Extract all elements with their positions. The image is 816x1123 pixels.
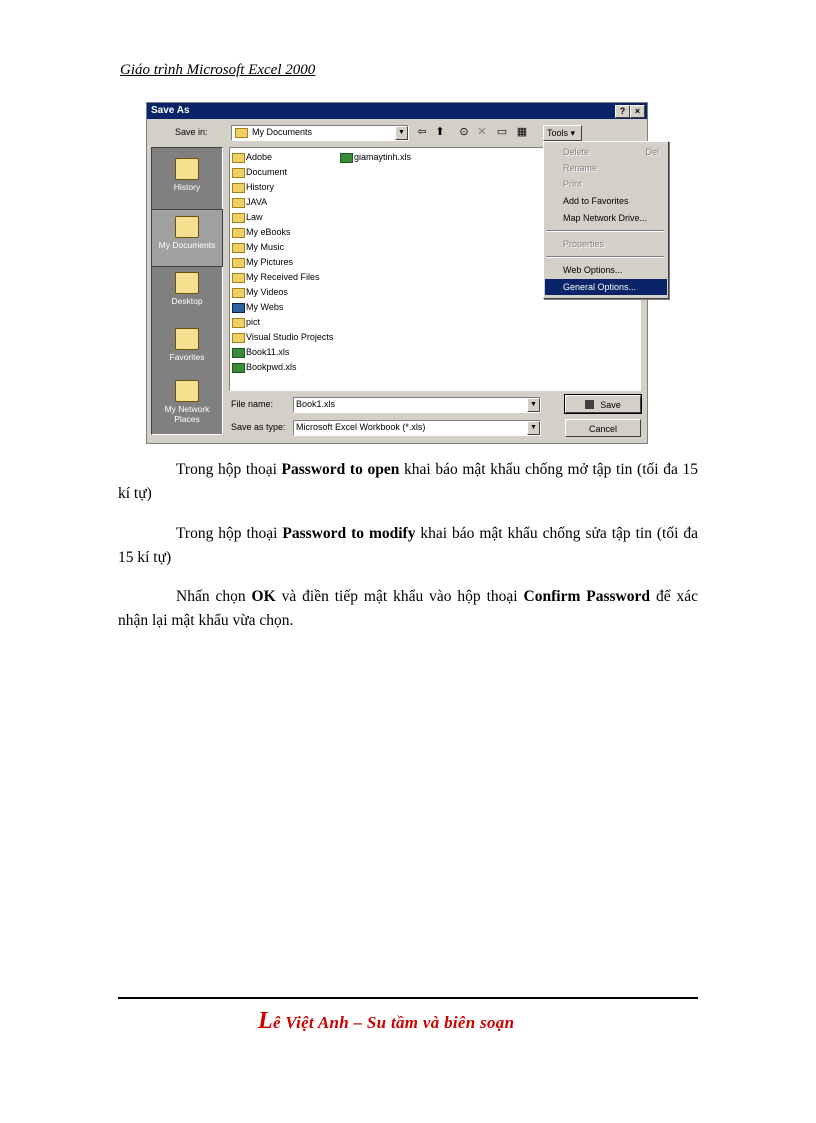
file-name-label: File name:: [231, 399, 274, 409]
list-item[interactable]: History: [230, 180, 274, 194]
delete-icon[interactable]: ✕: [477, 126, 487, 138]
folder-icon: [232, 168, 245, 178]
search-web-icon[interactable]: ⊙: [459, 126, 469, 138]
list-item[interactable]: My eBooks: [230, 225, 291, 239]
tools-label: Tools: [547, 128, 569, 138]
tools-button[interactable]: Tools ▾: [543, 125, 582, 141]
cancel-button[interactable]: Cancel: [565, 419, 641, 437]
folder-icon: [232, 258, 245, 268]
paragraph-password-open: Trong hộp thoại Password to open khai báo mật khẩu chống mở tập tin (tối đa 15 kí tự): [118, 461, 698, 502]
list-item[interactable]: My Webs: [230, 300, 283, 314]
help-button[interactable]: ?: [615, 105, 630, 118]
save-type-select[interactable]: Microsoft Excel Workbook (*.xls) ▼: [293, 420, 541, 436]
paragraph-password-modify: Trong hộp thoại Password to modify khai báo mật khẩu chống sửa tập tin (tối đa 15 kí tự): [118, 525, 698, 566]
folder-icon: [232, 318, 245, 328]
places-bar: [151, 147, 223, 435]
folder-icon: [232, 273, 245, 283]
views-icon[interactable]: ▦: [516, 126, 528, 138]
network-places-icon: [175, 380, 199, 402]
chevron-down-icon[interactable]: ▼: [527, 421, 540, 435]
menu-item-add-favorites[interactable]: Add to Favorites: [563, 196, 629, 206]
tools-menu: [543, 141, 669, 299]
list-item[interactable]: Law: [230, 210, 263, 224]
list-item[interactable]: Book11.xls: [230, 345, 289, 359]
folder-icon: [232, 243, 245, 253]
list-item[interactable]: My Pictures: [230, 255, 293, 269]
favorites-icon: [175, 328, 199, 350]
excel-file-icon: [340, 153, 353, 163]
menu-item-properties[interactable]: Properties: [563, 239, 605, 249]
list-item[interactable]: Bookpwd.xls: [230, 360, 297, 374]
save-type-label: Save as type:: [231, 422, 286, 432]
new-folder-icon[interactable]: ▭: [496, 126, 508, 138]
save-as-dialog-screenshot: [146, 102, 659, 444]
menu-separator: [546, 230, 664, 232]
save-button[interactable]: Save: [565, 395, 641, 413]
folder-icon: [232, 288, 245, 298]
save-in-label: Save in:: [175, 127, 208, 137]
footer-divider: [118, 997, 698, 999]
history-icon: [175, 158, 199, 180]
menu-separator: [546, 256, 664, 258]
web-folder-icon: [232, 303, 245, 313]
list-item[interactable]: My Music: [230, 240, 284, 254]
save-in-dropdown[interactable]: [231, 125, 409, 141]
folder-icon: [232, 183, 245, 193]
list-item[interactable]: giamaytinh.xls: [338, 150, 411, 164]
dialog-titlebar: [147, 103, 647, 119]
menu-item-print[interactable]: Print: [563, 179, 582, 189]
folder-icon: [232, 153, 245, 163]
list-item[interactable]: Adobe: [230, 150, 272, 164]
page-footer: Lê Việt Anh – Su tầm và biên soạn: [258, 1008, 515, 1034]
dialog-title: Save As: [151, 105, 190, 116]
folder-icon: [235, 128, 248, 138]
place-my-documents[interactable]: My Documents: [152, 210, 222, 266]
place-network[interactable]: My Network Places: [152, 374, 222, 430]
list-item[interactable]: Document: [230, 165, 287, 179]
place-history[interactable]: History: [152, 152, 222, 208]
menu-item-map-drive[interactable]: Map Network Drive...: [563, 213, 648, 223]
file-name-input[interactable]: Book1.xls ▼: [293, 397, 541, 413]
list-item[interactable]: JAVA: [230, 195, 267, 209]
excel-file-icon: [232, 348, 245, 358]
list-item[interactable]: pict: [230, 315, 260, 329]
chevron-down-icon[interactable]: ▼: [527, 398, 540, 412]
list-item[interactable]: My Videos: [230, 285, 288, 299]
save-in-value: My Documents: [252, 127, 313, 137]
excel-file-icon: [232, 363, 245, 373]
menu-item-web-options[interactable]: Web Options...: [563, 265, 623, 275]
desktop-icon: [175, 272, 199, 294]
page-header: Giáo trình Microsoft Excel 2000: [120, 62, 316, 78]
menu-item-delete[interactable]: Delete Del: [563, 147, 659, 157]
place-desktop[interactable]: Desktop: [152, 266, 222, 322]
folder-icon: [232, 198, 245, 208]
floppy-disk-icon: [585, 400, 594, 409]
folder-icon: [232, 213, 245, 223]
folder-icon: [232, 228, 245, 238]
menu-item-rename[interactable]: Rename: [563, 163, 598, 173]
up-folder-icon[interactable]: ⬆: [435, 126, 445, 138]
my-documents-icon: [175, 216, 199, 238]
list-item[interactable]: Visual Studio Projects: [230, 330, 333, 344]
list-item[interactable]: My Received Files: [230, 270, 320, 284]
back-arrow-icon[interactable]: ⇦: [417, 126, 427, 138]
menu-item-general-options[interactable]: General Options...: [545, 279, 667, 295]
chevron-down-icon[interactable]: ▼: [395, 126, 408, 140]
place-favorites[interactable]: Favorites: [152, 322, 222, 378]
paragraph-confirm-password: Nhấn chọn OK và điền tiếp mật khẩu vào hộp thoại Confirm Password để xác nhận lại mật khẩu vừa chọn.: [118, 588, 698, 629]
folder-icon: [232, 333, 245, 343]
close-button[interactable]: ×: [630, 105, 645, 118]
